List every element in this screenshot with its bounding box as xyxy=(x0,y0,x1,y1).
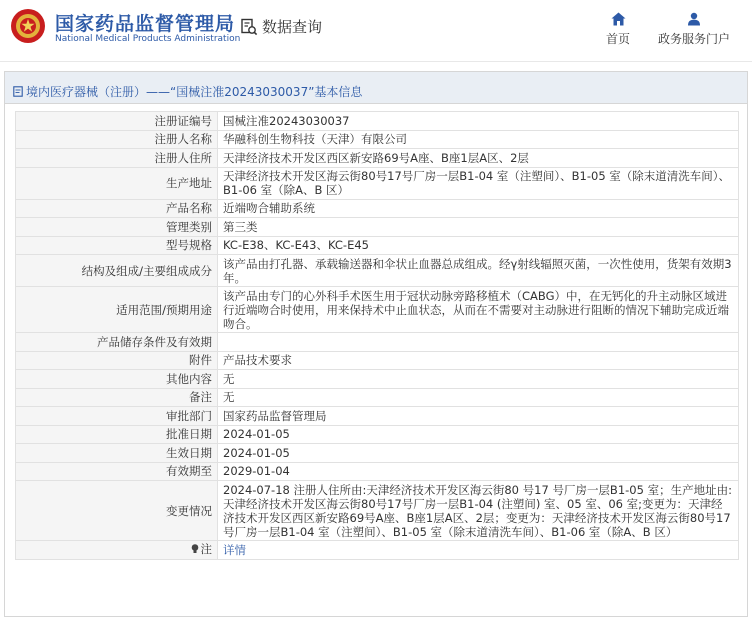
table-row xyxy=(16,351,739,370)
table-row xyxy=(16,462,739,481)
table-row xyxy=(16,407,739,426)
table-row xyxy=(16,218,739,237)
detail-panel xyxy=(4,71,748,617)
row-value: 华融科创生物科技（天津）有限公司 xyxy=(218,130,739,149)
table-row xyxy=(16,333,739,352)
table-row xyxy=(16,255,739,287)
details-link[interactable]: 详情 xyxy=(223,542,246,557)
row-value: 天津经济技术开发区海云街80号17号厂房一层B1-04 室（注塑间）、B1-05 室（除末道清洗车间）、B1-06 室（除A、B 区） xyxy=(218,167,739,199)
row-label: 附件 xyxy=(16,351,218,370)
table-row xyxy=(16,444,739,463)
row-label: 审批部门 xyxy=(16,407,218,426)
row-value: 2024-01-05 xyxy=(218,444,739,463)
row-value: 国械注准20243030037 xyxy=(218,112,739,131)
row-label: 其他内容 xyxy=(16,370,218,389)
row-value: KC-E38、KC-E43、KC-E45 xyxy=(218,236,739,255)
row-label-note xyxy=(16,541,218,560)
row-label: 批准日期 xyxy=(16,425,218,444)
home-icon xyxy=(611,12,626,26)
row-value: 无 xyxy=(218,370,739,389)
row-value: 2024-01-05 xyxy=(218,425,739,444)
table-row xyxy=(16,236,739,255)
registration-detail-table xyxy=(15,111,739,560)
row-value: 天津经济技术开发区西区新安路69号A座、B座1层A区、2层 xyxy=(218,149,739,168)
table-row xyxy=(16,370,739,389)
table-row xyxy=(16,425,739,444)
row-label: 管理类别 xyxy=(16,218,218,237)
table-row xyxy=(16,541,739,560)
national-emblem-icon xyxy=(10,8,46,44)
row-value: 该产品由打孔器、承载输送器和伞状止血器总成组成。经γ射线辐照灭菌，一次性使用，货架有效期3年。 xyxy=(218,255,739,287)
row-label: 生产地址 xyxy=(16,167,218,199)
user-icon xyxy=(687,12,701,26)
nav-service-portal[interactable] xyxy=(654,12,734,47)
row-label: 产品名称 xyxy=(16,199,218,218)
table-row xyxy=(16,287,739,333)
row-label: 注册人名称 xyxy=(16,130,218,149)
data-query-link[interactable] xyxy=(240,16,322,37)
row-label: 生效日期 xyxy=(16,444,218,463)
row-value: 无 xyxy=(218,388,739,407)
nav-service-portal-label: 政务服务门户 xyxy=(657,32,730,46)
note-label: 注 xyxy=(200,542,212,557)
breadcrumb-text: 境内医疗器械（注册）——“国械注准20243030037”基本信息 xyxy=(26,85,363,99)
table-row xyxy=(16,149,739,168)
row-label: 适用范围/预期用途 xyxy=(16,287,218,333)
data-query-label: 数据查询 xyxy=(262,18,323,36)
row-label: 备注 xyxy=(16,388,218,407)
brand-name-cn[interactable]: 国家药品监督管理局 xyxy=(55,13,236,35)
row-value: 第三类 xyxy=(218,218,739,237)
row-label: 型号规格 xyxy=(16,236,218,255)
row-label: 结构及组成/主要组成成分 xyxy=(16,255,218,287)
row-value: 2029-01-04 xyxy=(218,462,739,481)
table-row xyxy=(16,167,739,199)
table-row xyxy=(16,199,739,218)
row-value: 产品技术要求 xyxy=(218,351,739,370)
row-value: 2024-07-18 注册人住所由:天津经济技术开发区海云街80 号17 号厂房一层B1-05 室；生产地址由:天津经济技术开发区海云街80号17号厂房一层B1-04 (注塑间) 室、05 室、06 室;变更为：天津经济技术开发区西区新安路69号A座、B座1层A区、2层；变更为：天津经济技术开发区海云街80号17号厂房一层B1-04 室（注塑间）、B1-05 室（除末道清洗车间）、B1-06 室（除A、B 区） xyxy=(218,481,739,541)
table-row xyxy=(16,388,739,407)
row-label: 注册证编号 xyxy=(16,112,218,131)
row-value: 该产品由专门的心外科手术医生用于冠状动脉旁路移植术（CABG）中，在无钙化的升主动脉区域进行近端吻合时使用，用来保持术中止血状态，从而在不需要对主动脉进行阻断的情况下辅助完成近端吻合。 xyxy=(218,287,739,333)
site-header xyxy=(0,0,752,62)
brand-name-en[interactable]: National Medical Products Administration xyxy=(55,34,241,44)
table-row xyxy=(16,130,739,149)
table-row xyxy=(16,112,739,131)
breadcrumb xyxy=(5,72,747,104)
lightbulb-icon xyxy=(191,544,199,554)
row-value xyxy=(218,541,739,560)
document-search-icon xyxy=(240,18,258,36)
row-label: 变更情况 xyxy=(16,481,218,541)
row-label: 注册人住所 xyxy=(16,149,218,168)
nav-home[interactable] xyxy=(600,12,636,47)
table-row xyxy=(16,481,739,541)
row-value: 近端吻合辅助系统 xyxy=(218,199,739,218)
row-value xyxy=(218,333,739,352)
row-value: 国家药品监督管理局 xyxy=(218,407,739,426)
row-label: 有效期至 xyxy=(16,462,218,481)
row-label: 产品储存条件及有效期 xyxy=(16,333,218,352)
document-icon xyxy=(13,86,23,97)
nav-home-label: 首页 xyxy=(605,32,630,46)
